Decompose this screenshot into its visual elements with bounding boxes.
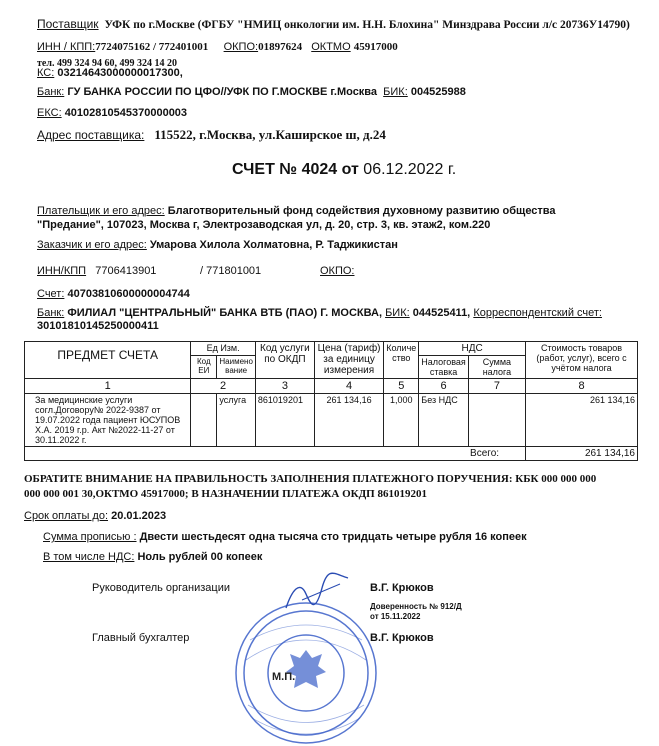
supplier-ks-label: КС: (37, 67, 55, 79)
col-num: 5 (384, 379, 419, 394)
payer-value-2: "Предание", 107023, Москва г, Электрозаводская ул, д. 20, стр. 3, кв. этаж2, ком.220 (37, 219, 491, 231)
supplier-bank-line (37, 86, 466, 98)
th-total: Стоимость товаров (работ, услуг), всего с учётом налога (526, 342, 638, 379)
th-unit-name: Наимено вание (217, 356, 256, 379)
row-vat-sum (468, 394, 525, 447)
supplier-label: Поставщик (37, 17, 99, 31)
vat-words-line (43, 551, 262, 563)
notice-line1: ОБРАТИТЕ ВНИМАНИЕ НА ПРАВИЛЬНОСТЬ ЗАПОЛНЕНИЯ ПЛАТЕЖНОГО ПОРУЧЕНИЯ: КБК 000 000 000 (24, 473, 597, 485)
supplier-address-value: 115522, г.Москва, ул.Каширское ш, д.24 (154, 127, 386, 142)
supplier-eks-value: 40102810545370000003 (64, 107, 188, 119)
due-label: Срок оплаты до: (24, 510, 109, 522)
supplier-bank-label: Банк: (37, 86, 65, 98)
customer-label: Заказчик и его адрес: (37, 239, 147, 251)
th-vat-sum: Сумма налога (468, 356, 525, 379)
table-row (25, 394, 638, 447)
notice-line2: 000 000 001 30,ОКТМО 45917000; В НАЗНАЧЕНИИ ПЛАТЕЖА ОКДП 861019201 (24, 488, 427, 500)
col-num: 2 (191, 379, 256, 394)
payer-label: Плательщик и его адрес: (37, 205, 165, 217)
payer-inn-value: 7706413901 (95, 265, 157, 277)
table-total-row (25, 447, 638, 461)
supplier-eks-label: ЕКС: (37, 107, 62, 119)
row-price: 261 134,16 (314, 394, 383, 447)
supplier-name: УФК по г.Москве (ФГБУ "НМИЦ онкологии им. Н.Н. Блохина" Минздрава России л/с 20736У14790) (104, 19, 630, 31)
th-qty: Количе ство (384, 342, 419, 379)
accountant-name: В.Г. Крюков (370, 632, 434, 644)
proxy-line1: Доверенность № 912/Д (370, 602, 462, 611)
sum-words-value: Двести шестьдесят одна тысяча сто тридцать четыре рубля 16 копеек (139, 531, 527, 543)
payer-bik-value: 044525411, (412, 307, 471, 319)
supplier-eks-line (37, 107, 187, 119)
signature-scribble (282, 570, 352, 615)
col-num: 8 (526, 379, 638, 394)
supplier-phones: тел. 499 324 94 60, 499 324 14 20 (37, 58, 177, 69)
supplier-oktmo-label: ОКТМО (311, 41, 351, 53)
supplier-address-label: Адрес поставщика: (37, 128, 145, 142)
supplier-oktmo-value: 45917000 (353, 41, 398, 53)
row-qty: 1,000 (384, 394, 419, 447)
vat-words-label: В том числе НДС: (43, 551, 135, 563)
col-num: 1 (25, 379, 191, 394)
payer-value-1: Благотворительный фонд содействия духовному развитию общества (167, 205, 556, 217)
vat-words-value: Ноль рублей 00 копеек (137, 551, 263, 563)
row-okdp: 861019201 (255, 394, 314, 447)
invoice-title (232, 161, 456, 179)
col-num: 4 (314, 379, 383, 394)
supplier-ks-line (37, 67, 183, 79)
th-subject: ПРЕДМЕТ СЧЕТА (25, 342, 191, 379)
supplier-line (37, 17, 630, 32)
total-label: Всего: (25, 447, 526, 461)
supplier-bank-value: ГУ БАНКА РОССИИ ПО ЦФО//УФК ПО Г.МОСКВЕ г.Москва (67, 86, 378, 98)
supplier-bik-value: 004525988 (410, 86, 466, 98)
payer-bank-value: ФИЛИАЛ "ЦЕНТРАЛЬНЫЙ" БАНКА ВТБ (ПАО) Г. МОСКВА, (67, 307, 383, 319)
payer-account-value: 40703810600000004744 (67, 288, 190, 300)
row-total: 261 134,16 (526, 394, 638, 447)
row-vat-rate: Без НДС (419, 394, 469, 447)
accountant-label: Главный бухгалтер (92, 632, 190, 644)
sum-words-line (43, 531, 527, 543)
head-name: В.Г. Крюков (370, 582, 434, 594)
row-unit-code (191, 394, 217, 447)
due-value: 20.01.2023 (111, 510, 167, 522)
invoice-date: 06.12.2022 г. (363, 161, 457, 178)
col-num: 7 (468, 379, 525, 394)
table-header-row (25, 342, 638, 356)
supplier-ks-value: 03214643000000017300, (57, 67, 183, 79)
supplier-bik-label: БИК: (383, 86, 408, 98)
supplier-okpo-label: ОКПО: (223, 41, 259, 53)
proxy-line2: от 15.11.2022 (370, 612, 421, 621)
invoice-from: от (341, 161, 359, 178)
th-vat: НДС (419, 342, 526, 356)
payer-inn-line (37, 265, 156, 277)
payer-bik-label: БИК: (385, 307, 410, 319)
payer-bank-label: Банк: (37, 307, 65, 319)
th-unit: Ед Изм. (191, 342, 256, 356)
payer-okpo-label: ОКПО: (320, 265, 355, 277)
payer-account-line (37, 288, 190, 300)
col-num: 3 (255, 379, 314, 394)
official-stamp (230, 600, 382, 746)
head-label: Руководитель организации (92, 582, 231, 594)
supplier-okpo-value: 01897624 (258, 41, 303, 53)
payer-corr-value: 30101810145250000411 (37, 320, 159, 332)
payer-inn-label: ИНН/КПП (37, 265, 87, 277)
due-line (24, 510, 166, 522)
th-vat-rate: Налоговая ставка (419, 356, 469, 379)
th-unit-code: Код ЕИ (191, 356, 217, 379)
customer-value: Умарова Хилола Холматовна, Р. Таджикистан (149, 239, 398, 251)
sum-words-label: Сумма прописью : (43, 531, 137, 543)
stamp-mp: М.П. (272, 671, 296, 683)
supplier-inn-line (37, 41, 398, 53)
row-unit-name: услуга (217, 394, 256, 447)
col-num: 6 (419, 379, 469, 394)
supplier-inn-value: 7724075162 / 772401001 (95, 41, 209, 53)
invoice-table (24, 341, 638, 461)
invoice-number: СЧЕТ № 4024 (232, 161, 338, 178)
supplier-address-line (37, 127, 386, 143)
payer-account-label: Счет: (37, 288, 65, 300)
payer-line1 (37, 205, 556, 217)
total-value: 261 134,16 (526, 447, 638, 461)
table-number-row (25, 379, 638, 394)
customer-line (37, 239, 398, 251)
payer-bank-line (37, 307, 602, 319)
payer-corr-label: Корреспондентский счет: (473, 307, 602, 319)
th-price: Цена (тариф) за единицу измерения (314, 342, 383, 379)
th-okdp: Код услуги по ОКДП (255, 342, 314, 379)
payer-kpp-value: / 771801001 (200, 265, 262, 277)
row-subject: За медицинские услуги согл.Договору№ 2022-9387 от 19.07.2022 года пациент ЮСУПОВ Х.А. 2019 г.р. Акт №2022-11-27 от 30.11.2022 г. (25, 394, 191, 447)
supplier-inn-label: ИНН / КПП: (37, 41, 96, 53)
